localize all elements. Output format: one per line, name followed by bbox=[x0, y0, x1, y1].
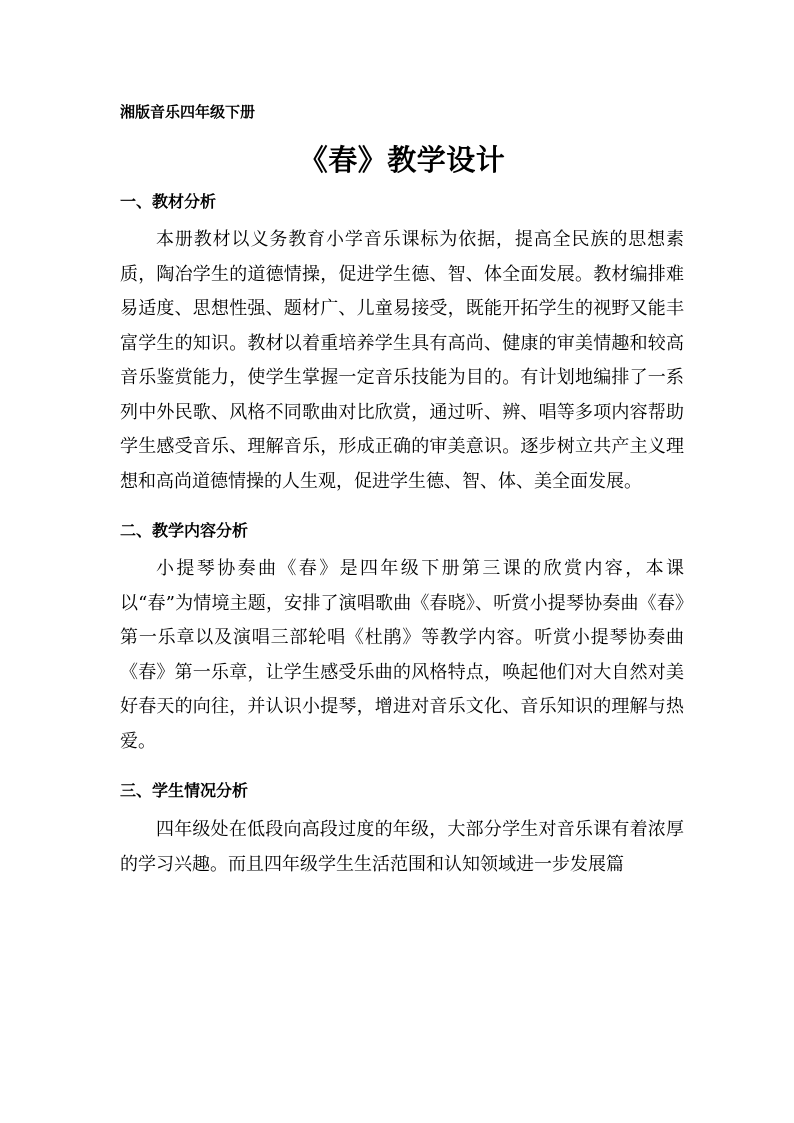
document-title: 《春》教学设计 bbox=[298, 143, 506, 177]
section-heading-student-analysis: 三、学生情况分析 bbox=[120, 781, 249, 800]
section-text-textbook-analysis: 本册教材以义务教育小学音乐课标为依据，提高全民族的思想素质，陶冶学生的道德情操，促进学生德、智、体全面发展。教材编排难易适度、思想性强、题材广、儿童易接受，既能开拓学生的视野又能丰富学生的知识。教材以着重培养学生具有高尚、健康的审美情趣和较高音乐鉴赏能力，使学生掌握一定音乐技能为目的。有计划地编排了一系列中外民歌、风格不同歌曲对比欣赏，通过听、辨、唱等多项内容帮助学生感受音乐、理解音乐，形成正确的审美意识。逐步树立共产主义理想和高尚道德情操的人生观，促进学生德、智、体、美全面发展。 bbox=[120, 229, 684, 492]
section-heading-textbook-analysis: 一、教材分析 bbox=[120, 192, 217, 211]
textbook-label: 湘版音乐四年级下册 bbox=[120, 103, 256, 121]
section-text-content-analysis: 小提琴协奏曲《春》是四年级下册第三课的欣赏内容，本课以“春”为情境主题，安排了演唱歌曲《春晓》、听赏小提琴协奏曲《春》第一乐章以及演唱三部轮唱《杜鹃》等教学内容。听赏小提琴协奏曲《春》第一乐章，让学生感受乐曲的风格特点，唤起他们对大自然对美好春天的向往，并认识小提琴，增进对音乐文化、音乐知识的理解与热爱。 bbox=[120, 558, 684, 752]
section-text-student-analysis: 四年级处在低段向高段过度的年级，大部分学生对音乐课有着浓厚的学习兴趣。而且四年级学生生活范围和认知领域进一步发展篇 bbox=[120, 819, 684, 875]
section-heading-content-analysis: 二、教学内容分析 bbox=[120, 521, 249, 540]
